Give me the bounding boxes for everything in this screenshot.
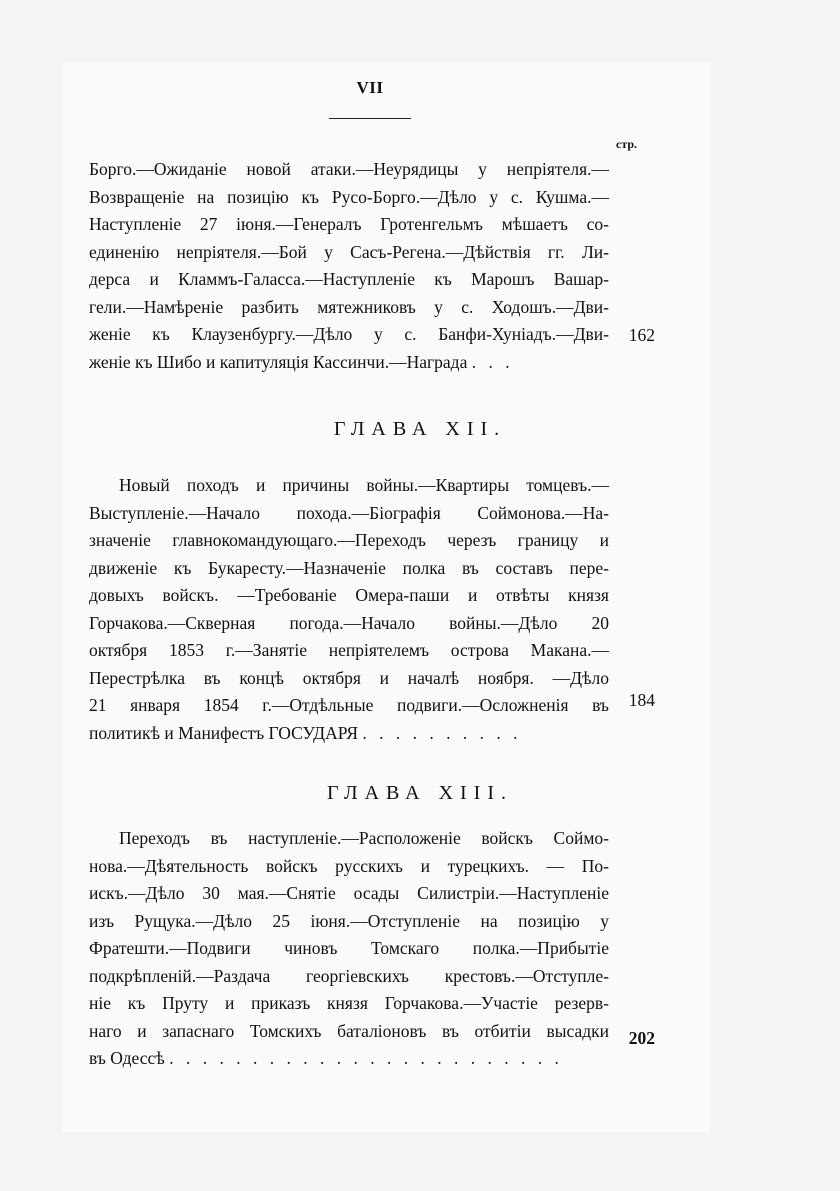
- page-number: 184: [628, 690, 655, 710]
- toc-line: Новый походъ и причины войны.—Квартиры томцевъ.—: [119, 475, 609, 495]
- toc-entry-chapter-13: [89, 825, 609, 1073]
- toc-line-last: [89, 349, 609, 377]
- chapter-heading: ГЛАВА XIII.: [326, 782, 513, 804]
- toc-line: движеніе къ Букаресту.—Назначеніе полка въ составъ пере-: [89, 557, 609, 578]
- toc-line: наго и запаснаго Томскихъ баталіоновъ въ отбитіи высадки: [89, 1020, 609, 1041]
- page-column-label: стр.: [616, 137, 638, 151]
- toc-entry-continued: [89, 156, 609, 376]
- toc-line: Переходъ въ наступленіе.—Расположеніе войскъ Соймо-: [119, 828, 609, 848]
- chapter-heading: ГЛАВА XII.: [333, 418, 507, 440]
- folio-divider: [329, 118, 411, 119]
- toc-line: значеніе главнокомандующаго.—Переходъ черезъ границу и: [89, 530, 609, 550]
- dot-leaders: . . . . . . . . . . . . . . . . . . . . . . . .: [169, 1048, 563, 1068]
- toc-line: Горчакова.—Скверная погода.—Начало войны.—Дѣло 20: [89, 612, 609, 633]
- page-folio: VII: [356, 78, 384, 97]
- toc-line: изъ Рущука.—Дѣло 25 іюня.—Отступленіе на позицію у: [89, 910, 609, 931]
- toc-entry-chapter-12: [89, 472, 609, 747]
- toc-line: Фратешти.—Подвиги чиновъ Томскаго полка.—Прибытіе: [89, 938, 609, 958]
- toc-line: довыхъ войскъ. —Требованіе Омера-паши и отвѣты князя: [89, 585, 609, 605]
- toc-line-last: [89, 1045, 609, 1073]
- toc-line: Перестрѣлка въ концѣ октября и началѣ ноября. —Дѣло: [89, 667, 609, 688]
- toc-line: дерса и Кламмъ-Галасса.—Наступленіе къ Марошъ Вашар-: [89, 269, 609, 289]
- toc-line: гели.—Намѣреніе разбить мятежниковъ у с. Ходошъ.—Дви-: [89, 296, 609, 317]
- toc-line: женіе къ Клаузенбургу.—Дѣло у с. Банфи-Хуніадъ.—Дви-: [89, 324, 609, 344]
- toc-line: ніе къ Пруту и приказъ князя Горчакова.—Участіе резерв-: [89, 993, 609, 1013]
- toc-line: Борго.—Ожиданіе новой атаки.—Неурядицы у непріятеля.—: [89, 159, 609, 179]
- toc-line: Возвращеніе на позицію къ Русо-Борго.—Дѣло у с. Кушма.—: [89, 186, 609, 207]
- toc-line: искъ.—Дѣло 30 мая.—Снятіе осады Силистріи.—Наступленіе: [89, 883, 609, 903]
- toc-line-text: политикѣ и Манифестъ ГОСУДАРЯ: [89, 722, 359, 743]
- toc-line: единенію непріятеля.—Бой у Сасъ-Регена.—Дѣйствія гг. Ли-: [89, 241, 609, 262]
- toc-line: октября 1853 г.—Занятіе непріятелемъ острова Макана.—: [89, 640, 609, 660]
- toc-line: Выступленіе.—Начало похода.—Біографія Соймонова.—На-: [89, 502, 609, 523]
- toc-line: нова.—Дѣятельность войскъ русскихъ и турецкихъ. — По-: [89, 855, 609, 876]
- toc-line: подкрѣпленій.—Раздача георгіевскихъ крестовъ.—Отступле-: [89, 965, 609, 986]
- dot-leaders: . . . . . . . . . .: [362, 722, 522, 743]
- toc-line-text: женіе къ Шибо и капитуляція Кассинчи.—Награда: [89, 351, 468, 372]
- toc-line-last: [89, 720, 609, 748]
- dot-leaders: . . .: [471, 351, 514, 372]
- toc-line-text: въ Одессѣ: [89, 1048, 165, 1068]
- page-number: 202: [628, 1028, 655, 1048]
- toc-line: Наступленіе 27 іюня.—Генералъ Гротенгельмъ мѣшаетъ со-: [89, 214, 609, 234]
- page-number: 162: [628, 325, 655, 345]
- toc-line: 21 января 1854 г.—Отдѣльные подвиги.—Осложненія въ: [89, 695, 609, 715]
